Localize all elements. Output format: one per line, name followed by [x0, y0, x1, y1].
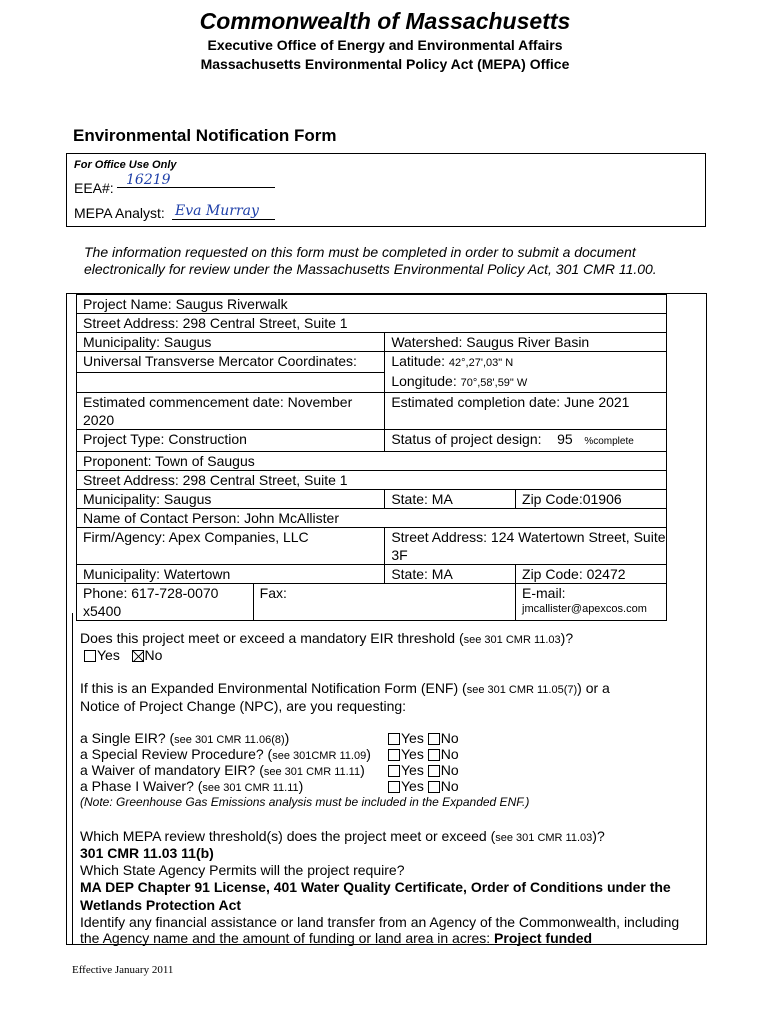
contact-person-field[interactable]: Name of Contact Person: John McAllister — [77, 509, 667, 528]
completion-date-field[interactable]: Estimated completion date: June 2021 — [385, 393, 667, 430]
financial-answer-field[interactable]: Project funded — [490, 930, 593, 946]
request-ref: see 301CMR 11.09 — [272, 750, 367, 762]
design-status-value: 95 — [557, 431, 573, 447]
single-eir-no-checkbox[interactable] — [428, 733, 440, 745]
request-phase1-waiver — [80, 778, 303, 796]
special-review-no-checkbox[interactable] — [428, 749, 440, 761]
request-text: a Waiver of mandatory EIR? ( — [80, 762, 264, 778]
watershed-field[interactable]: Watershed: Saugus River Basin — [385, 333, 667, 352]
request-text: a Single EIR? ( — [80, 730, 175, 746]
request-text: a Special Review Procedure? ( — [80, 746, 273, 762]
eir-no-checkbox[interactable] — [132, 650, 144, 662]
document-title: Commonwealth of Massachusetts — [199, 8, 571, 34]
latitude-label: Latitude: — [391, 353, 446, 369]
waiver-eir-no-checkbox[interactable] — [428, 765, 440, 777]
firm-municipality-field[interactable]: Municipality: Watertown — [77, 565, 385, 584]
option-yes-label: Yes — [401, 762, 424, 778]
request-end: ) — [366, 746, 371, 762]
project-street-field[interactable]: Street Address: 298 Central Street, Suite 1 — [77, 314, 667, 333]
phone-field[interactable]: Phone: 617-728-0070 x5400 — [77, 584, 254, 621]
mepa-analyst-field[interactable]: Eva Murray — [175, 203, 259, 219]
project-municipality-field[interactable]: Municipality: Saugus — [77, 333, 385, 352]
design-status-field[interactable] — [385, 430, 667, 452]
utm-spacer — [77, 372, 385, 393]
request-end: ) — [284, 730, 290, 746]
threshold-q-end: )? — [592, 828, 605, 844]
proponent-state-field[interactable]: State: MA — [385, 490, 516, 509]
email-label: E-mail: — [522, 585, 566, 601]
option-yes-label: Yes — [401, 778, 424, 794]
proponent-municipality-field[interactable]: Municipality: Saugus — [77, 490, 385, 509]
single-eir-options — [388, 730, 459, 746]
request-end: ) — [360, 762, 365, 778]
eir-no-label: No — [144, 647, 163, 663]
option-no-label: No — [440, 730, 459, 746]
waiver-eir-options — [388, 762, 459, 778]
financial-question — [80, 914, 700, 946]
special-review-options — [388, 746, 459, 762]
office-use-label: For Office Use Only — [74, 159, 177, 171]
email-value: jmcallister@apexcos.com — [522, 603, 647, 615]
eir-q-end: )? — [560, 630, 574, 646]
single-eir-yes-checkbox[interactable] — [388, 733, 400, 745]
ghg-note: (Note: Greenhouse Gas Emissions analysis must be included in the Expanded ENF.) — [80, 795, 530, 809]
commencement-date-field[interactable]: Estimated commencement date: November 2020 — [77, 393, 385, 430]
intro-text: The information requested on this form must be completed in order to submit a document electronically for review under the Massachusetts Environmental Policy Act, 301 CMR 11.00. — [84, 244, 657, 277]
longitude-value: 70°,58',59" W — [460, 377, 528, 389]
option-no-label: No — [440, 746, 459, 762]
footer-effective-date: Effective January 2011 — [72, 964, 174, 976]
utm-label: Universal Transverse Mercator Coordinates: — [77, 352, 385, 373]
firm-zip-field[interactable]: Zip Code: 02472 — [516, 565, 667, 584]
option-yes-label: Yes — [401, 730, 424, 746]
longitude-label: Longitude: — [391, 373, 457, 389]
enf-q-text: If this is an Expanded Environmental Notification Form (ENF) ( — [80, 680, 467, 696]
eea-number-field[interactable]: 16219 — [126, 172, 171, 188]
request-ref: see 301 CMR 11.11 — [202, 782, 299, 794]
phase1-waiver-options — [388, 778, 459, 794]
phase1-yes-checkbox[interactable] — [388, 781, 400, 793]
request-text: a Phase I Waiver? ( — [80, 778, 203, 794]
eir-yes-label: Yes — [97, 647, 120, 663]
eir-q-text: Does this project meet or exceed a mandatory EIR threshold ( — [80, 630, 464, 646]
threshold-question — [80, 828, 605, 846]
phase1-no-checkbox[interactable] — [428, 781, 440, 793]
firm-street-field[interactable]: Street Address: 124 Watertown Street, Suite 3F — [385, 528, 667, 565]
longitude-field[interactable] — [385, 372, 667, 393]
eir-q-ref: see 301 CMR 11.03 — [463, 634, 561, 646]
fax-field[interactable]: Fax: — [253, 584, 515, 621]
permits-answer-field[interactable]: MA DEP Chapter 91 License, 401 Water Quality Certificate, Order of Conditions under the Wetlands Protection Act — [80, 879, 671, 913]
option-yes-label: Yes — [401, 746, 424, 762]
financial-q-text: Identify any financial assistance or land transfer from an Agency of the Commonwealth, including the Agency name and the amount of funding or land area in acres: — [80, 914, 680, 946]
request-end: ) — [298, 778, 304, 794]
design-status-unit: %complete — [584, 436, 634, 447]
special-review-yes-checkbox[interactable] — [388, 749, 400, 761]
threshold-q-ref: see 301 CMR 11.03 — [495, 832, 593, 844]
analyst-underline — [172, 219, 275, 220]
expanded-enf-question — [80, 680, 620, 714]
proponent-zip-field[interactable]: Zip Code:01906 — [516, 490, 667, 509]
eea-label: EEA#: — [74, 180, 114, 196]
proponent-street-field[interactable]: Street Address: 298 Central Street, Suite 1 — [77, 471, 667, 490]
eir-threshold-question — [80, 630, 573, 648]
project-name-field[interactable]: Project Name: Saugus Riverwalk — [77, 295, 667, 314]
agency-subtitle: Executive Office of Energy and Environmental Affairs — [207, 37, 563, 53]
threshold-q-text: Which MEPA review threshold(s) does the project meet or exceed ( — [80, 828, 496, 844]
latitude-field[interactable] — [385, 352, 667, 373]
analyst-label: MEPA Analyst: — [74, 205, 165, 221]
firm-agency-field[interactable]: Firm/Agency: Apex Companies, LLC — [77, 528, 385, 565]
option-no-label: No — [440, 762, 459, 778]
firm-state-field[interactable]: State: MA — [385, 565, 516, 584]
form-title: Environmental Notification Form — [73, 126, 337, 145]
threshold-answer-field[interactable]: 301 CMR 11.03 11(b) — [80, 845, 214, 861]
eir-threshold-options — [84, 647, 162, 663]
request-ref: see 301 CMR 11.11 — [263, 766, 361, 778]
office-subtitle: Massachusetts Environmental Policy Act (MEPA) Office — [200, 56, 570, 72]
option-no-label: No — [440, 778, 459, 794]
permits-question: Which State Agency Permits will the project require? — [80, 862, 405, 878]
design-status-label: Status of project design: — [391, 431, 542, 447]
enf-q-ref: see 301 CMR 11.05(7) — [466, 684, 578, 696]
request-ref: see 301 CMR 11.06(8) — [174, 734, 285, 746]
proponent-field[interactable]: Proponent: Town of Saugus — [77, 452, 667, 471]
latitude-value: 42°,27',03" N — [448, 357, 514, 369]
project-type-field[interactable]: Project Type: Construction — [77, 430, 385, 452]
waiver-eir-yes-checkbox[interactable] — [388, 765, 400, 777]
project-info-table — [76, 294, 667, 621]
eir-yes-checkbox[interactable] — [84, 650, 96, 662]
enf-q-end: ) or a Notice of Project Change (NPC), are you requesting: — [80, 680, 610, 714]
